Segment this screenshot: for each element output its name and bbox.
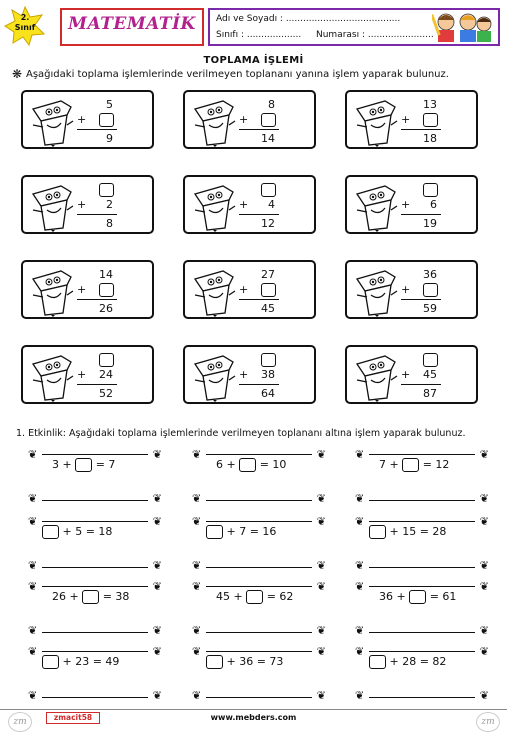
top-rule: [206, 454, 312, 455]
sum-result: 45: [261, 302, 275, 315]
addend-bottom: 2: [106, 198, 113, 211]
answer-line[interactable]: [206, 632, 312, 633]
plus-sign: +: [401, 368, 411, 381]
tulip-icon: ❦: [479, 515, 489, 528]
equation: [42, 525, 112, 539]
plus-sign: +: [77, 368, 87, 381]
addition-card: [21, 90, 154, 149]
addition-exercise: [355, 515, 489, 573]
top-rule: [369, 521, 475, 522]
tulip-icon: ❦: [355, 580, 365, 593]
equation-right: + 23 = 49: [62, 655, 120, 668]
tulip-icon: ❦: [192, 559, 202, 572]
answer-line[interactable]: [369, 567, 475, 568]
tulip-icon: ❦: [152, 624, 162, 637]
tulip-icon: ❦: [355, 624, 365, 637]
addend-top: 13: [423, 98, 437, 111]
equation: [206, 525, 276, 539]
tulip-icon: ❦: [192, 515, 202, 528]
sum-result: 59: [423, 302, 437, 315]
equation: [42, 655, 119, 669]
addition-exercise: [355, 645, 489, 703]
top-rule: [42, 521, 148, 522]
equation-right: = 62: [266, 590, 294, 603]
addend-bottom: 6: [430, 198, 437, 211]
zm-logo-left: zm: [8, 712, 32, 732]
answer-box[interactable]: [99, 353, 114, 367]
addition-card: [183, 345, 316, 404]
pencil-character-icon: [27, 350, 75, 402]
top-rule: [42, 586, 148, 587]
equation-right: = 7: [95, 458, 116, 471]
plus-sign: +: [77, 113, 87, 126]
tulip-icon: ❦: [316, 492, 326, 505]
sum-line: [77, 299, 117, 300]
addend-top: 5: [106, 98, 113, 111]
plus-sign: +: [239, 283, 249, 296]
answer-box[interactable]: [42, 525, 59, 539]
addition-exercise: [28, 580, 162, 638]
answer-line[interactable]: [42, 697, 148, 698]
answer-box[interactable]: [75, 458, 92, 472]
addition-exercise: [192, 580, 326, 638]
pencil-character-icon: [189, 350, 237, 402]
plus-sign: +: [401, 113, 411, 126]
tulip-icon: ❦: [316, 448, 326, 461]
addition-card: [21, 175, 154, 234]
answer-box[interactable]: [99, 113, 114, 127]
top-rule: [206, 651, 312, 652]
top-rule: [42, 454, 148, 455]
zm-logo-right: zm: [476, 712, 500, 732]
answer-box[interactable]: [402, 458, 419, 472]
tulip-icon: ❦: [28, 580, 38, 593]
tulip-icon: ❦: [192, 448, 202, 461]
equation: [216, 590, 293, 604]
sum-result: 12: [261, 217, 275, 230]
footer-divider: [0, 709, 507, 710]
equation: [52, 590, 129, 604]
top-rule: [42, 651, 148, 652]
top-rule: [369, 586, 475, 587]
grade-label: 2. Sınıf: [14, 13, 36, 32]
tulip-icon: ❦: [316, 559, 326, 572]
equation-left: 7 +: [379, 458, 399, 471]
top-rule: [369, 651, 475, 652]
page-title: MATEMATİK: [68, 14, 196, 34]
sum-result: 26: [99, 302, 113, 315]
pencil-character-icon: [27, 180, 75, 232]
addition-exercise: [192, 515, 326, 573]
tulip-icon: ❦: [152, 645, 162, 658]
equation: [216, 458, 286, 472]
tulip-icon: ❦: [355, 492, 365, 505]
sum-line: [239, 129, 279, 130]
equation-right: + 7 = 16: [226, 525, 277, 538]
sum-result: 9: [106, 132, 113, 145]
sum-line: [401, 299, 441, 300]
answer-line[interactable]: [369, 500, 475, 501]
tulip-icon: ❦: [192, 689, 202, 702]
sum-result: 19: [423, 217, 437, 230]
tulip-icon: ❦: [479, 559, 489, 572]
tulip-icon: ❦: [479, 492, 489, 505]
tulip-icon: ❦: [479, 645, 489, 658]
pencil-character-icon: [351, 265, 399, 317]
answer-line[interactable]: [42, 632, 148, 633]
addition-card: [345, 260, 478, 319]
plus-sign: +: [239, 113, 249, 126]
tulip-icon: ❦: [152, 448, 162, 461]
tulip-icon: ❦: [28, 689, 38, 702]
pencil-character-icon: [351, 180, 399, 232]
equation-right: + 15 = 28: [389, 525, 447, 538]
equation-right: + 5 = 18: [62, 525, 113, 538]
addend-top: 27: [261, 268, 275, 281]
answer-box[interactable]: [261, 183, 276, 197]
tulip-icon: ❦: [355, 645, 365, 658]
equation: [206, 655, 283, 669]
answer-box[interactable]: [246, 590, 263, 604]
addend-top: 14: [99, 268, 113, 281]
name-field: Adı ve Soyadı : ........................................: [216, 14, 401, 24]
sum-line: [401, 214, 441, 215]
tulip-icon: ❦: [316, 515, 326, 528]
sum-line: [77, 384, 117, 385]
sum-result: 87: [423, 387, 437, 400]
sum-line: [77, 129, 117, 130]
sum-result: 64: [261, 387, 275, 400]
answer-line[interactable]: [369, 697, 475, 698]
answer-box[interactable]: [423, 353, 438, 367]
answer-box[interactable]: [99, 283, 114, 297]
addend-bottom: 38: [261, 368, 275, 381]
equation-right: + 28 = 82: [389, 655, 447, 668]
tulip-icon: ❦: [355, 448, 365, 461]
answer-box[interactable]: [261, 353, 276, 367]
plus-sign: +: [239, 368, 249, 381]
answer-line[interactable]: [206, 500, 312, 501]
tulip-icon: ❦: [316, 645, 326, 658]
answer-box[interactable]: [206, 525, 223, 539]
tulip-icon: ❦: [28, 515, 38, 528]
equation-right: = 10: [259, 458, 287, 471]
answer-box[interactable]: [239, 458, 256, 472]
sum-line: [239, 384, 279, 385]
equation: [369, 525, 446, 539]
answer-box[interactable]: [42, 655, 59, 669]
equation-left: 45 +: [216, 590, 243, 603]
sum-result: 14: [261, 132, 275, 145]
class-field: Sınıfı : ...................: [216, 30, 302, 40]
equation: [369, 655, 446, 669]
tulip-icon: ❦: [316, 689, 326, 702]
tulip-icon: ❦: [28, 624, 38, 637]
tulip-icon: ❦: [152, 492, 162, 505]
plus-sign: +: [239, 198, 249, 211]
sum-result: 8: [106, 217, 113, 230]
tulip-icon: ❦: [192, 492, 202, 505]
addend-top: 36: [423, 268, 437, 281]
equation-left: 36 +: [379, 590, 406, 603]
equation-right: = 12: [422, 458, 450, 471]
addition-card: [183, 175, 316, 234]
answer-box[interactable]: [261, 113, 276, 127]
top-rule: [206, 586, 312, 587]
tulip-icon: ❦: [28, 448, 38, 461]
pencil-character-icon: [189, 95, 237, 147]
equation: [52, 458, 115, 472]
tulip-icon: ❦: [192, 580, 202, 593]
addend-bottom: 45: [423, 368, 437, 381]
section1-instruction: Aşağıdaki toplama işlemlerinde verilmeyen toplananı yanına işlem yaparak bulunuz.: [26, 69, 449, 80]
addition-exercise: [355, 448, 489, 506]
sum-line: [401, 384, 441, 385]
addition-exercise: [192, 645, 326, 703]
sum-result: 18: [423, 132, 437, 145]
tulip-icon: ❦: [316, 624, 326, 637]
top-rule: [206, 521, 312, 522]
sum-result: 52: [99, 387, 113, 400]
addition-card: [345, 345, 478, 404]
answer-line[interactable]: [42, 567, 148, 568]
tulip-icon: ❦: [28, 492, 38, 505]
addition-card: [183, 90, 316, 149]
tulip-icon: ❦: [192, 645, 202, 658]
addition-card: [21, 345, 154, 404]
pencil-character-icon: [351, 350, 399, 402]
tulip-icon: ❦: [152, 580, 162, 593]
pencil-character-icon: [189, 265, 237, 317]
addition-card: [21, 260, 154, 319]
answer-box[interactable]: [423, 183, 438, 197]
tulip-icon: ❦: [152, 689, 162, 702]
children-icon: [432, 10, 496, 44]
answer-line[interactable]: [42, 500, 148, 501]
equation: [379, 590, 456, 604]
plus-sign: +: [401, 283, 411, 296]
tulip-icon: ❦: [479, 689, 489, 702]
sum-line: [77, 214, 117, 215]
section-title: TOPLAMA İŞLEMİ: [203, 55, 304, 66]
answer-line[interactable]: [206, 697, 312, 698]
sum-line: [239, 299, 279, 300]
equation-right: = 38: [102, 590, 130, 603]
answer-box[interactable]: [261, 283, 276, 297]
addend-bottom: 4: [268, 198, 275, 211]
tulip-icon: ❦: [355, 689, 365, 702]
answer-box[interactable]: [409, 590, 426, 604]
answer-box[interactable]: [369, 525, 386, 539]
answer-box[interactable]: [82, 590, 99, 604]
tulip-icon: ❦: [192, 624, 202, 637]
tulip-icon: ❦: [28, 559, 38, 572]
answer-line[interactable]: [206, 567, 312, 568]
plus-sign: +: [77, 198, 87, 211]
equation: [379, 458, 449, 472]
sum-line: [401, 129, 441, 130]
addend-bottom: 24: [99, 368, 113, 381]
tulip-icon: ❦: [479, 448, 489, 461]
number-field: Numarası : .......................: [316, 30, 434, 40]
answer-box[interactable]: [206, 655, 223, 669]
addend-top: 8: [268, 98, 275, 111]
addition-exercise: [28, 448, 162, 506]
equation-left: 3 +: [52, 458, 72, 471]
author-tag: zmacit58: [46, 712, 100, 724]
snowflake-icon: ❋: [12, 67, 23, 81]
addition-exercise: [28, 515, 162, 573]
plus-sign: +: [401, 198, 411, 211]
tulip-icon: ❦: [152, 559, 162, 572]
pencil-character-icon: [27, 95, 75, 147]
equation-left: 26 +: [52, 590, 79, 603]
pencil-character-icon: [27, 265, 75, 317]
addition-exercise: [192, 448, 326, 506]
equation-left: 6 +: [216, 458, 236, 471]
addition-exercise: [28, 645, 162, 703]
pencil-character-icon: [189, 180, 237, 232]
pencil-character-icon: [351, 95, 399, 147]
addition-card: [345, 175, 478, 234]
tulip-icon: ❦: [28, 645, 38, 658]
tulip-icon: ❦: [355, 559, 365, 572]
addition-card: [183, 260, 316, 319]
tulip-icon: ❦: [479, 580, 489, 593]
answer-line[interactable]: [369, 632, 475, 633]
addition-exercise: [355, 580, 489, 638]
equation-right: = 61: [429, 590, 457, 603]
tulip-icon: ❦: [479, 624, 489, 637]
answer-box[interactable]: [423, 113, 438, 127]
equation-right: + 36 = 73: [226, 655, 284, 668]
answer-box[interactable]: [99, 183, 114, 197]
addition-card: [345, 90, 478, 149]
answer-box[interactable]: [369, 655, 386, 669]
footer-url: www.mebders.com: [210, 713, 297, 722]
answer-box[interactable]: [423, 283, 438, 297]
top-rule: [369, 454, 475, 455]
plus-sign: +: [77, 283, 87, 296]
sum-line: [239, 214, 279, 215]
tulip-icon: ❦: [152, 515, 162, 528]
tulip-icon: ❦: [316, 580, 326, 593]
tulip-icon: ❦: [355, 515, 365, 528]
section2-instruction: 1. Etkinlik: Aşağıdaki toplama işlemlerinde verilmeyen toplananı altına işlem yaparak bulunuz.: [16, 428, 466, 439]
